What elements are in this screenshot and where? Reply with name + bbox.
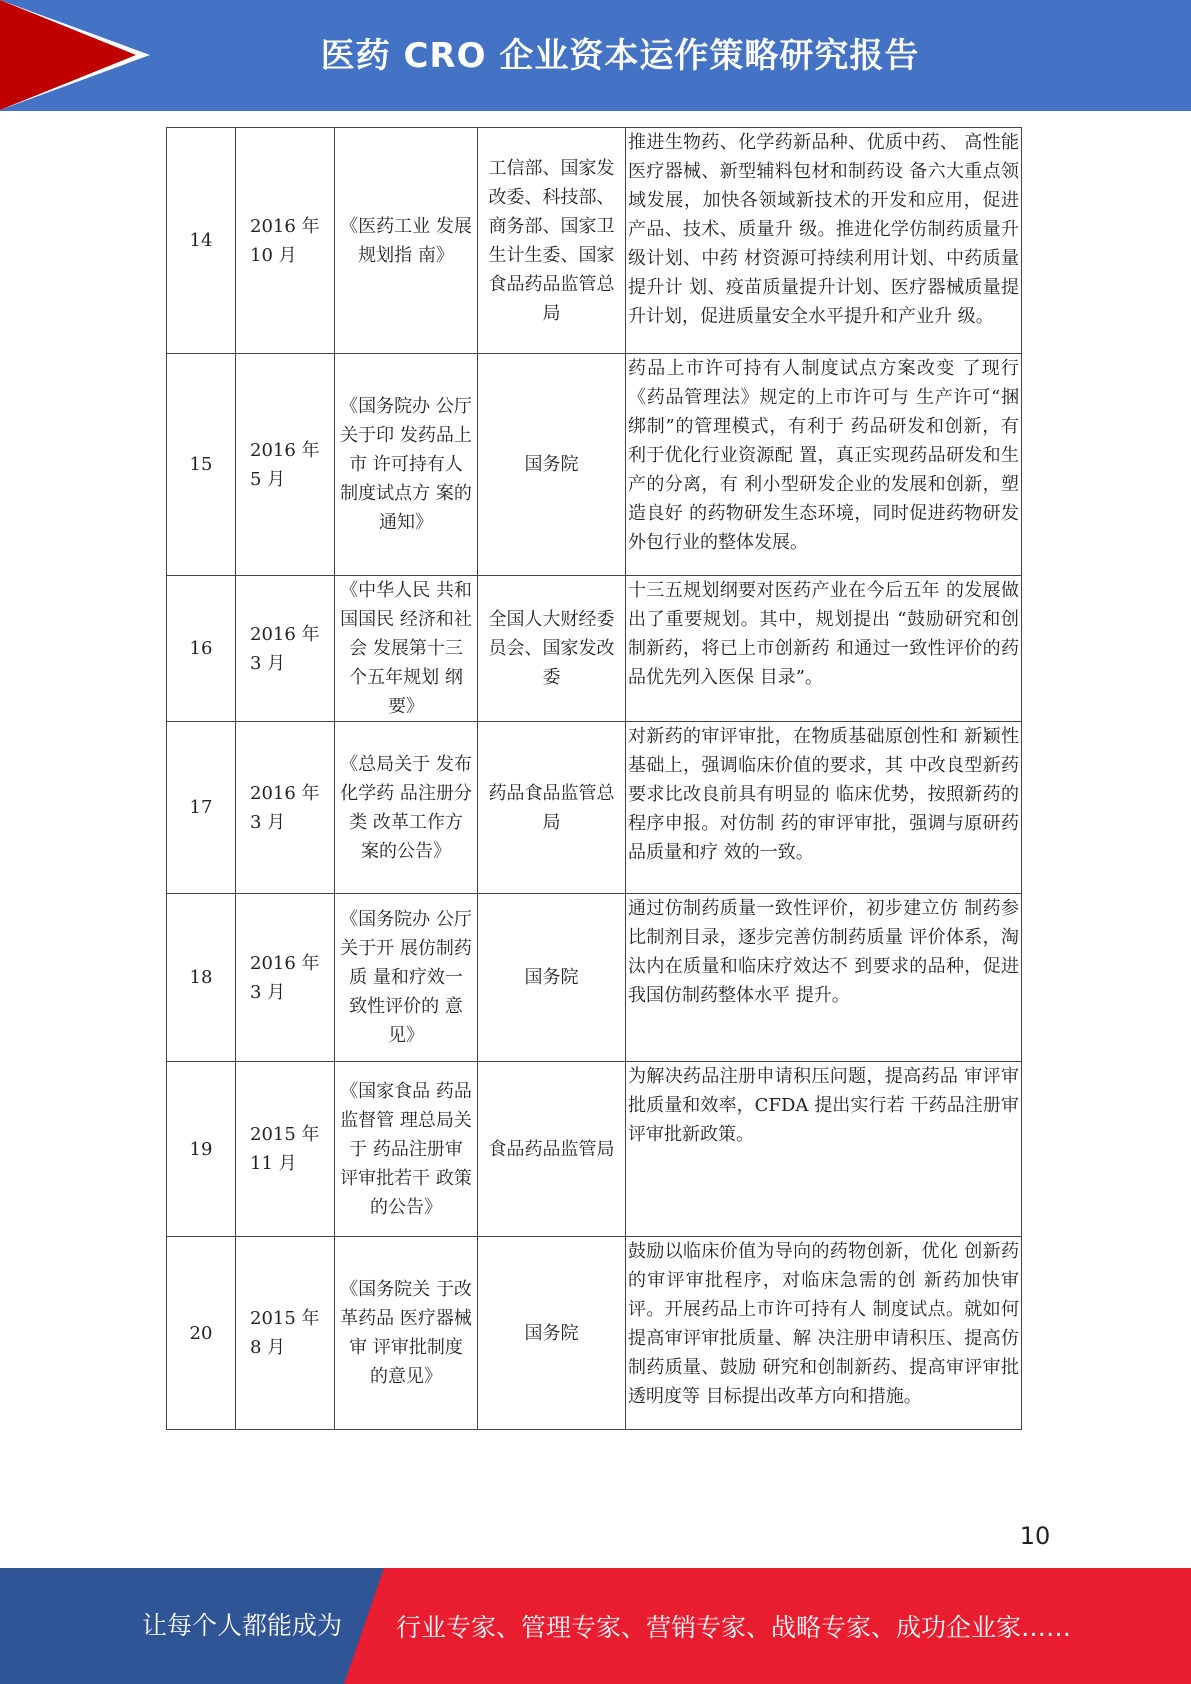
document-title-cell: 《国务院办 公厅关于印 发药品上市 许可持有人 制度试点方 案的通知》 — [335, 354, 478, 576]
row-number-cell: 15 — [167, 354, 236, 576]
document-title-cell: 《医药工业 发展规划指 南》 — [335, 128, 478, 354]
page-number: 10 — [1019, 1522, 1051, 1550]
row-number-cell: 14 — [167, 128, 236, 354]
footer-slogan-left: 让每个人都能成为 — [142, 1611, 343, 1640]
row-number-cell: 16 — [167, 576, 236, 722]
description-cell: 通过仿制药质量一致性评价，初步建立仿 制药参比制剂目录，逐步完善仿制药质量 评价体系，淘汰内在质量和临床疗效达不 到要求的品种，促进我国仿制药整体水平 提升。 — [626, 894, 1022, 1062]
table-row — [167, 128, 1022, 354]
footer-slogan-right: 行业专家、管理专家、营销专家、战略专家、成功企业家…… — [396, 1613, 1072, 1642]
table-row — [167, 354, 1022, 576]
description-cell: 对新药的审评审批，在物质基础原创性和 新颖性基础上，强调临床价值的要求，其 中改良型新药要求比改良前具有明显的 临床优势，按照新药的程序申报。对仿制 药的审评审批，强调与原研药品质量和疗 效的一致。 — [626, 722, 1022, 894]
document-title-cell: 《国务院关 于改革药品 医疗器械审 评审批制度 的意见》 — [335, 1237, 478, 1430]
table-row — [167, 1062, 1022, 1237]
header-arrow-red — [0, 0, 136, 110]
issuing-agency-cell: 国务院 — [478, 354, 626, 576]
date-cell: 2016 年 3 月 — [236, 894, 335, 1062]
footer-blue-wedge — [344, 1568, 384, 1684]
row-number-cell: 20 — [167, 1237, 236, 1430]
issuing-agency-cell: 药品食品监管总局 — [478, 722, 626, 894]
document-title-cell: 《中华人民 共和国国民 经济和社会 发展第十三 个五年规划 纲要》 — [335, 576, 478, 722]
row-number-cell: 17 — [167, 722, 236, 894]
issuing-agency-cell: 食品药品监管局 — [478, 1062, 626, 1237]
date-cell: 2016 年 5 月 — [236, 354, 335, 576]
date-cell: 2016 年 3 月 — [236, 722, 335, 894]
document-title-cell: 《国家食品 药品监督管 理总局关于 药品注册审 评审批若干 政策的公告》 — [335, 1062, 478, 1237]
issuing-agency-cell: 工信部、国家发改委、科技部、商务部、国家卫生计生委、国家食品药品监管总局 — [478, 128, 626, 354]
description-cell: 药品上市许可持有人制度试点方案改变 了现行《药品管理法》规定的上市许可与 生产许可“捆绑制”的管理模式，有利于 药品研发和创新，有利于优化行业资源配 置，真正实现药品研发和生产的分离，有 利小型研发企业的发展和创新，塑造良好 的药物研发生态环境，同时促进药物研发 外包行业的整体发展。 — [626, 354, 1022, 576]
page-footer — [0, 1568, 1191, 1684]
date-cell: 2016 年 10 月 — [236, 128, 335, 354]
date-cell: 2015 年 11 月 — [236, 1062, 335, 1237]
table-row — [167, 576, 1022, 722]
table-row — [167, 894, 1022, 1062]
page-header — [0, 0, 1191, 111]
issuing-agency-cell: 国务院 — [478, 894, 626, 1062]
description-cell: 鼓励以临床价值为导向的药物创新，优化 创新药的审评审批程序，对临床急需的创 新药加快审评。开展药品上市许可持有人 制度试点。就如何提高审评审批质量、解 决注册申请积压、提高仿制药质量、鼓励 研究和创制新药、提高审评审批透明度等 目标提出改革方向和措施。 — [626, 1237, 1022, 1430]
document-title-cell: 《总局关于 发布化学药 品注册分类 改革工作方 案的公告》 — [335, 722, 478, 894]
report-title: 医药 CRO 企业资本运作策略研究报告 — [320, 36, 920, 76]
table-row — [167, 722, 1022, 894]
table-row — [167, 1237, 1022, 1430]
document-title-cell: 《国务院办 公厅关于开 展仿制药质 量和疗效一 致性评价的 意见》 — [335, 894, 478, 1062]
row-number-cell: 18 — [167, 894, 236, 1062]
date-cell: 2016 年 3 月 — [236, 576, 335, 722]
row-number-cell: 19 — [167, 1062, 236, 1237]
description-cell: 十三五规划纲要对医药产业在今后五年 的发展做出了重要规划。其中，规划提出 “鼓励研究和创制新药，将已上市创新药 和通过一致性评价的药品优先列入医保 目录”。 — [626, 576, 1022, 722]
issuing-agency-cell: 全国人大财经委员会、国家发改委 — [478, 576, 626, 722]
issuing-agency-cell: 国务院 — [478, 1237, 626, 1430]
description-cell: 推进生物药、化学药新品种、优质中药、 高性能医疗器械、新型辅料包材和制药设 备六大重点领域发展，加快各领域新技术的开发和应用，促进产品、技术、质量升 级。推进化学仿制药质量升级计划、中药 材资源可持续利用计划、中药质量提升计 划、疫苗质量提升计划、医疗器械质量提 升计划，促进质量安全水平提升和产业升 级。 — [626, 128, 1022, 354]
date-cell: 2015 年 8 月 — [236, 1237, 335, 1430]
description-cell: 为解决药品注册申请积压问题，提高药品 审评审批质量和效率，CFDA 提出实行若 干药品注册审评审批新政策。 — [626, 1062, 1022, 1237]
policy-table — [166, 127, 1022, 1430]
